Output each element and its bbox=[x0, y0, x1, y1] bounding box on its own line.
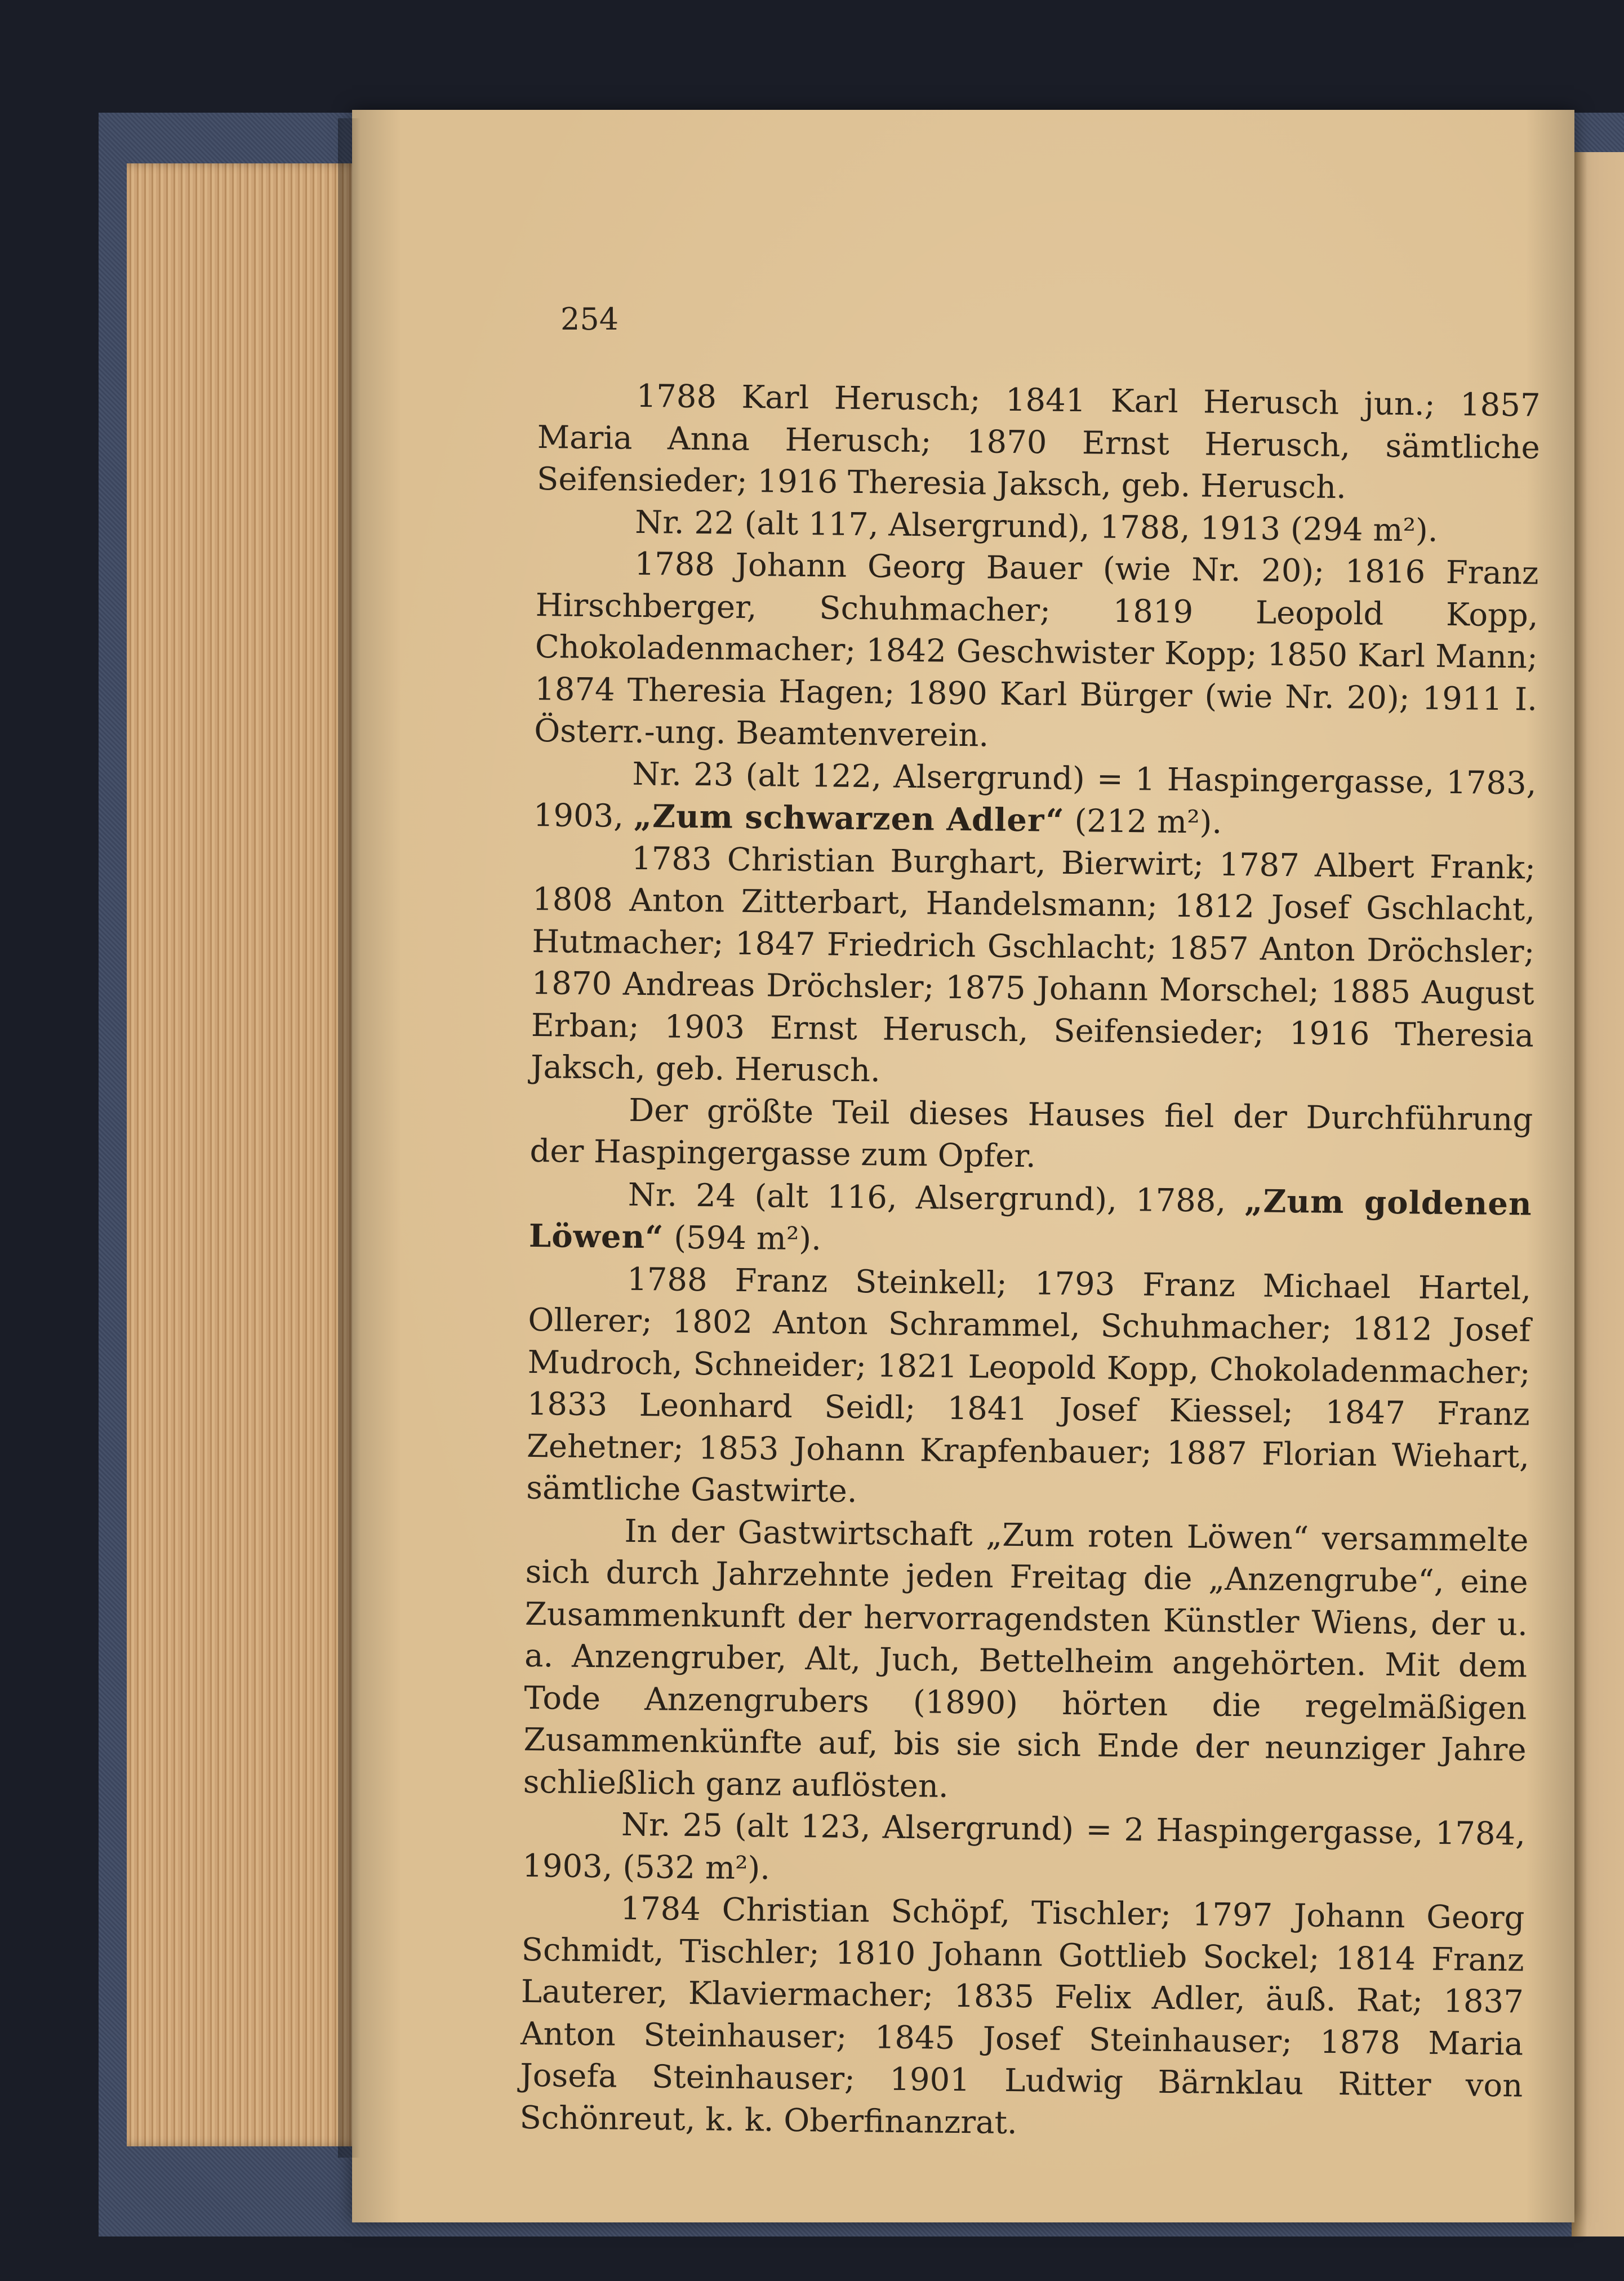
nr23-heading: Nr. 23 (alt 122, Alsergrund) = 1 Haspingergasse, 1783, 1903, bbox=[533, 755, 1537, 835]
nr23-area: (212 m²). bbox=[1074, 803, 1222, 841]
nr24-heading: Nr. 24 (alt 116, Alsergrund), 1788, bbox=[628, 1176, 1226, 1220]
paragraph-haspingergasse: Der größte Teil dieses Hauses fiel der Durchführung der Haspingergasse zum Opfer. bbox=[530, 1092, 1533, 1175]
page-stack-edges bbox=[127, 163, 363, 2146]
nr24-area: (594 m²). bbox=[673, 1219, 822, 1258]
page-text bbox=[519, 375, 1541, 2149]
paragraph-nr23-owners: 1783 Christian Burghart, Bierwirt; 1787 Albert Frank; 1808 Anton Zitterbart, Handelsmann; 1812 Josef Gschlacht, Hutmacher; 1847 Friedrich Gschlacht; 1857 Anton Dröchsler; 1870 Andreas Dröchsler; 1875 Johann Morschel; 1885 August Erban; 1903 Ernst Herusch, Seifensieder; 1916 Theresia Jaksch, geb. Herusch. bbox=[530, 840, 1536, 1090]
paragraph-anzengrube: In der Gastwirtschaft „Zum roten Löwen“ versammelte sich durch Jahrzehnte jeden Freitag die „Anzengrube“, eine Zusammenkunft der hervorragendsten Künstler Wiens, der u. a. Anzengruber, Alt, Juch, Bettelheim angehörten. Mit dem Tode Anzengrubers (1890) hörten die regelmäßigen Zusammenkünfte auf, bis sie sich Ende der neunziger Jahre schließlich ganz auflösten. bbox=[523, 1513, 1529, 1805]
book-page bbox=[352, 110, 1574, 2222]
paragraph-nr25-owners: 1784 Christian Schöpf, Tischler; 1797 Johann Georg Schmidt, Tischler; 1810 Johann Gottlieb Sockel; 1814 Franz Lauterer, Klaviermacher; 1835 Felix Adler, äuß. Rat; 1837 Anton Steinhauser; 1845 Josef Steinhauser; 1878 Maria Josefa Steinhauser; 1901 Ludwig Bärnklau Ritter von Schönreut, k. k. Oberfinanzrat. bbox=[519, 1890, 1525, 2141]
spine-shadow bbox=[338, 118, 361, 2158]
nr23-house-name: „Zum schwarzen Adler“ bbox=[633, 797, 1065, 839]
page-number: 254 bbox=[560, 301, 619, 337]
paragraph-nr24 bbox=[529, 1172, 1532, 1268]
paragraph-herusch: 1788 Karl Herusch; 1841 Karl Herusch jun.; 1857 Maria Anna Herusch; 1870 Ernst Herusch, sämtliche Seifensieder; 1916 Theresia Jaksch, geb. Herusch. bbox=[536, 377, 1541, 506]
next-page-edge bbox=[1572, 152, 1624, 2236]
paragraph-nr25: Nr. 25 (alt 123, Alsergrund) = 2 Haspingergasse, 1784, 1903, (532 m²). bbox=[522, 1806, 1526, 1887]
paragraph-nr22-owners: 1788 Johann Georg Bauer (wie Nr. 20); 1816 Franz Hirschberger, Schuhmacher; 1819 Leopold Kopp, Chokoladenmacher; 1842 Geschwister Kopp; 1850 Karl Mann; 1874 Theresia Hagen; 1890 Karl Bürger (wie Nr. 20); 1911 I. Österr.-ung. Beamtenverein. bbox=[534, 545, 1539, 754]
paragraph-nr23 bbox=[533, 752, 1536, 847]
nr24-house-name: „Zum goldenen Löwen“ bbox=[528, 1182, 1533, 1256]
paragraph-nr24-owners: 1788 Franz Steinkell; 1793 Franz Michael Hartel, Ollerer; 1802 Anton Schrammel, Schuhmacher; 1812 Josef Mudroch, Schneider; 1821 Leopold Kopp, Chokoladenmacher; 1833 Leonhard Seidl; 1841 Josef Kiessel; 1847 Franz Zehetner; 1853 Johann Krapfenbauer; 1887 Florian Wiehart, sämtliche Gastwirte. bbox=[526, 1261, 1532, 1510]
paragraph-nr22: Nr. 22 (alt 117, Alsergrund), 1788, 1913 (294 m²). bbox=[634, 504, 1438, 549]
